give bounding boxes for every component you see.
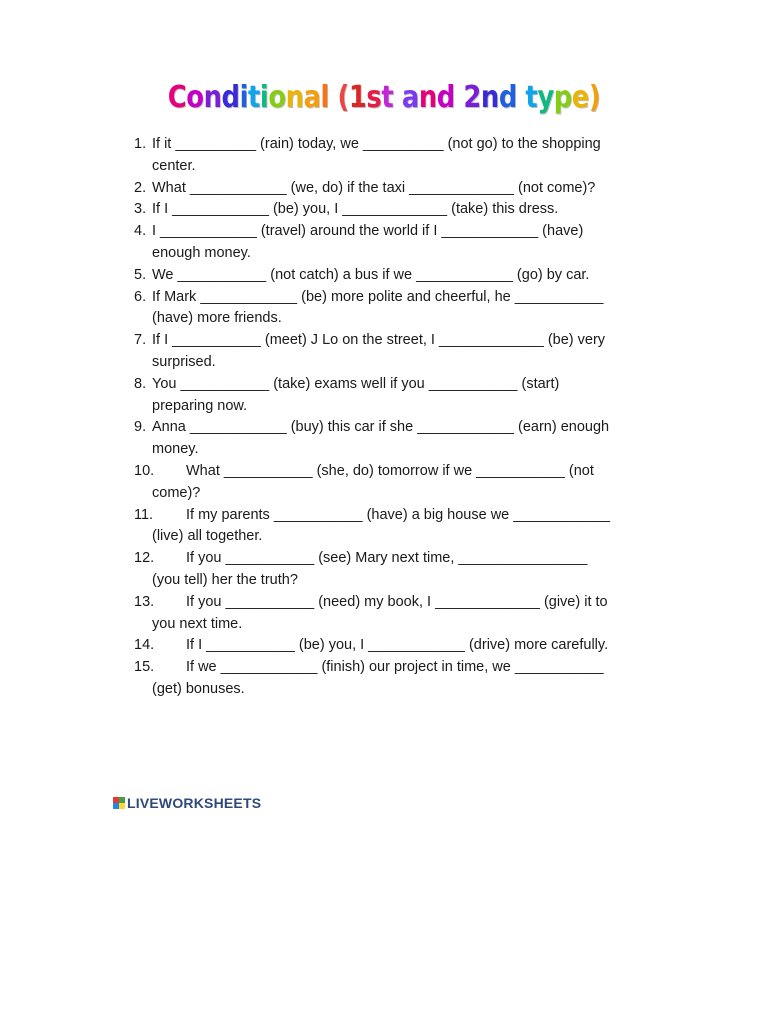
exercise-number: 10. xyxy=(134,462,155,479)
exercise-item xyxy=(134,265,634,287)
exercise-line: If Mark ____________ (be) more polite and cheerful, he ___________ xyxy=(152,288,604,305)
exercise-line: If my parents ___________ (have) a big house we ____________ xyxy=(186,506,611,523)
exercise-number: 11. xyxy=(134,506,154,523)
title-char: l xyxy=(320,80,329,115)
exercise-item xyxy=(134,548,634,592)
exercise-line: If you ___________ (see) Mary next time, ________________ xyxy=(186,550,588,567)
exercise-line: If I ___________ (meet) J Lo on the street, I _____________ (be) very xyxy=(152,332,606,349)
title-char: t xyxy=(525,80,538,115)
exercise-line: center. xyxy=(152,157,196,174)
logo-text: LIVEWORKSHEETS xyxy=(127,795,262,811)
exercise-line: Anna ____________ (buy) this car if she ____________ (earn) enough xyxy=(152,419,610,436)
title-char: o xyxy=(268,80,286,115)
exercise-number: 13. xyxy=(134,593,155,610)
exercise-item xyxy=(134,417,634,461)
exercise-item xyxy=(134,134,634,178)
worksheet-title xyxy=(54,80,714,115)
exercise-item xyxy=(134,505,634,549)
logo-icon-square xyxy=(119,803,125,809)
exercise-line: money. xyxy=(152,441,199,458)
title-char xyxy=(517,80,526,115)
title-char: C xyxy=(167,80,187,115)
exercise-line: If you ___________ (need) my book, I _____________ (give) it to xyxy=(186,593,608,610)
title-char: n xyxy=(285,80,304,115)
title-char: n xyxy=(480,80,499,115)
liveworksheets-icon xyxy=(113,797,125,809)
exercise-line: (have) more friends. xyxy=(152,310,282,327)
exercise-line: If I ____________ (be) you, I _____________ (take) this dress. xyxy=(152,201,559,218)
title-char: a xyxy=(401,80,419,115)
exercise-item xyxy=(134,199,634,221)
exercise-number: 9. xyxy=(134,419,147,436)
title-char: p xyxy=(553,80,572,115)
exercise-number: 12. xyxy=(134,550,155,567)
title-char: t xyxy=(247,80,260,115)
exercise-line: surprised. xyxy=(152,353,216,370)
exercise-list xyxy=(134,134,634,701)
exercise-line: enough money. xyxy=(152,244,251,261)
exercise-number: 7. xyxy=(134,332,147,349)
exercise-number: 15. xyxy=(134,659,155,676)
exercise-line: (live) all together. xyxy=(152,528,263,545)
exercise-line: you next time. xyxy=(152,615,243,632)
liveworksheets-logo xyxy=(113,795,261,811)
exercise-number: 5. xyxy=(134,266,147,283)
title-char xyxy=(393,80,402,115)
title-char: s xyxy=(366,80,382,115)
title-char xyxy=(329,80,338,115)
exercise-line: come)? xyxy=(152,484,201,501)
title-char: e xyxy=(571,80,589,115)
exercise-line: I ____________ (travel) around the world if I ____________ (have) xyxy=(152,223,584,240)
exercise-item xyxy=(134,330,634,374)
exercise-line: We ___________ (not catch) a bus if we ____________ (go) by car. xyxy=(152,266,590,283)
title-char: d xyxy=(221,80,240,115)
title-char: ( xyxy=(337,80,349,115)
exercise-item xyxy=(134,178,634,200)
exercise-number: 6. xyxy=(134,288,147,305)
exercise-item xyxy=(134,635,634,657)
exercise-line: (get) bonuses. xyxy=(152,680,245,697)
title-char: o xyxy=(186,80,204,115)
exercise-number: 4. xyxy=(134,223,147,240)
exercise-item xyxy=(134,461,634,505)
exercise-item xyxy=(134,592,634,636)
title-char: a xyxy=(303,80,321,115)
exercise-line: If I ___________ (be) you, I ____________ (drive) more carefully. xyxy=(186,637,609,654)
exercise-number: 8. xyxy=(134,375,147,392)
exercise-line: If we ____________ (finish) our project in time, we ___________ xyxy=(186,659,604,676)
title-char: i xyxy=(239,80,248,115)
title-char: d xyxy=(436,80,455,115)
exercise-number: 3. xyxy=(134,201,147,218)
exercise-line: preparing now. xyxy=(152,397,248,414)
exercise-line: What ___________ (she, do) tomorrow if we ___________ (not xyxy=(186,462,594,479)
title-char: n xyxy=(418,80,437,115)
exercise-number: 1. xyxy=(134,136,147,152)
title-char: ) xyxy=(588,80,601,115)
title-char: n xyxy=(203,80,222,115)
exercise-line: What ____________ (we, do) if the taxi _____________ (not come)? xyxy=(152,179,596,196)
exercise-line: (you tell) her the truth? xyxy=(152,571,298,588)
exercise-item xyxy=(134,221,634,265)
exercise-line: If it __________ (rain) today, we __________ (not go) to the shopping xyxy=(152,136,601,152)
exercise-item xyxy=(134,657,634,701)
title-char: t xyxy=(381,80,394,115)
exercise-number: 14. xyxy=(134,637,155,654)
title-char: i xyxy=(259,80,269,115)
exercise-item xyxy=(134,374,634,418)
title-char: d xyxy=(498,80,517,115)
title-char: 2 xyxy=(463,80,481,115)
title-char xyxy=(455,80,464,115)
exercise-item xyxy=(134,287,634,331)
title-char: 1 xyxy=(348,80,367,115)
exercise-line: You ___________ (take) exams well if you ___________ (start) xyxy=(152,375,560,392)
exercise-number: 2. xyxy=(134,179,147,196)
title-char: y xyxy=(537,80,554,115)
